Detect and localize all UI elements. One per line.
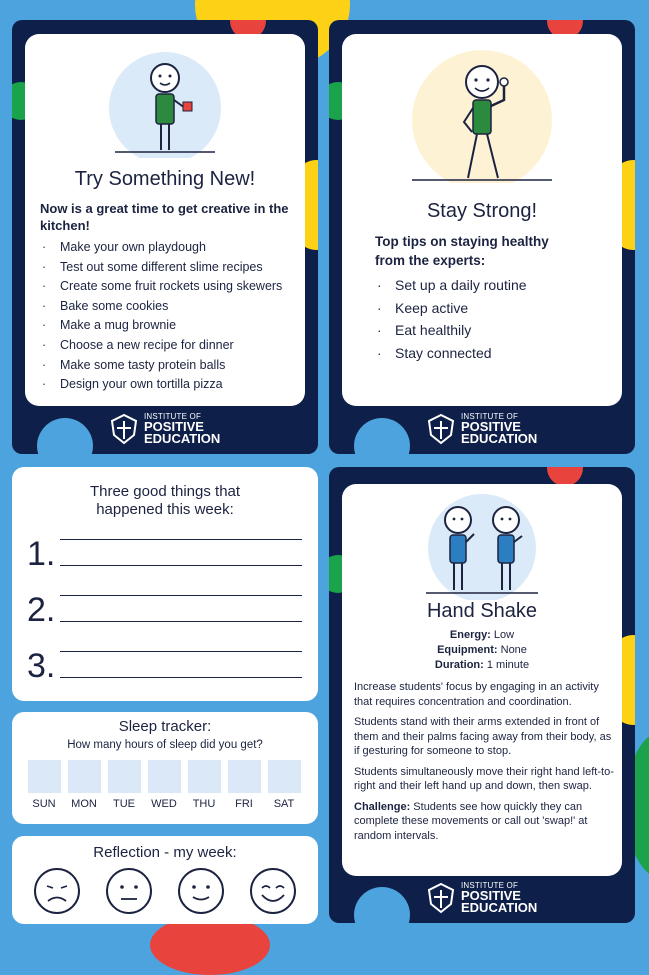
hand-shake-meta (342, 628, 622, 673)
content-face-icon[interactable] (177, 867, 225, 915)
card-new-panel (25, 34, 305, 406)
hand-shake-body (354, 680, 616, 843)
logo-line-3: EDUCATION (461, 900, 538, 915)
logo-line-3: EDUCATION (461, 431, 538, 446)
decor-blue-dot (354, 887, 410, 923)
neutral-face-icon[interactable] (105, 867, 153, 915)
list-item: · Make a mug brownie (40, 316, 302, 336)
sleep-box-tue[interactable] (108, 760, 141, 793)
paragraph: Students simultaneously move their right hand left-to-right and their left hand up and down, then swap. (354, 765, 614, 792)
three-good-things-card (12, 467, 318, 701)
decor-blue-dot (354, 418, 410, 454)
reflection-title: Reflection - my week: (93, 844, 237, 861)
write-line[interactable] (60, 651, 302, 652)
day-label: FRI (235, 798, 253, 810)
write-line[interactable] (60, 595, 302, 596)
card-strong-title: Stay Strong! (426, 200, 538, 222)
duration-label: Duration: (434, 659, 484, 671)
shield-icon (427, 882, 455, 914)
sleep-tracker-question: How many hours of sleep did you get? (67, 739, 263, 751)
write-line[interactable] (60, 621, 302, 622)
card-new-intro: Now is a great time to get creative in the kitchen! (40, 201, 289, 233)
number-3: 3. (27, 647, 56, 685)
day-label: MON (71, 798, 97, 810)
figure-with-mug-illustration (25, 38, 305, 158)
sleep-boxes (28, 760, 318, 793)
sleep-tracker-card (12, 712, 318, 824)
card-strong-list (375, 274, 605, 365)
sleep-box-thu[interactable] (188, 760, 221, 793)
list-item: · Keep active (375, 297, 605, 320)
ipe-logo (427, 881, 537, 914)
write-line[interactable] (60, 539, 302, 540)
challenge-text: Students see how quickly they can complete these movements or call out 'swap!' at random intervals. (354, 800, 588, 842)
energy-value: Low (493, 629, 515, 641)
sleep-box-sun[interactable] (28, 760, 61, 793)
list-item: · Make your own playdough (40, 238, 302, 258)
ipe-logo (427, 412, 537, 445)
logo-line-2: POSITIVE (461, 419, 521, 434)
card-hand-shake (329, 467, 635, 923)
card-hand-shake-panel (342, 484, 622, 876)
hand-shake-figures-illustration (342, 492, 622, 600)
three-good-things-title: Three good things that happened this week: (89, 483, 241, 518)
card-new-list (40, 238, 302, 395)
logo-line-1: INSTITUTE OF (461, 412, 519, 421)
duration-value: 1 minute (486, 659, 530, 671)
sleep-box-fri[interactable] (228, 760, 261, 793)
list-item: · Create some fruit rockets using skewers (40, 277, 302, 297)
list-item: · Design your own tortilla pizza (40, 375, 302, 395)
sad-face-icon[interactable] (33, 867, 81, 915)
write-line[interactable] (60, 565, 302, 566)
day-label: WED (151, 798, 177, 810)
paragraph: Students stand with their arms extended in front of them and their palms facing away from their body, as if gesturing for someone to stop. (354, 716, 612, 757)
paragraph: Increase students' focus by engaging in an activity that requires concentration and coordination. (354, 681, 599, 708)
list-item: · Bake some cookies (40, 297, 302, 317)
number-2: 2. (27, 591, 56, 629)
card-strong-panel (342, 34, 622, 406)
logo-line-3: EDUCATION (144, 431, 221, 446)
list-item: · Choose a new recipe for dinner (40, 336, 302, 356)
reflection-card (12, 836, 318, 924)
list-item: · Test out some different slime recipes (40, 258, 302, 278)
card-try-something-new (12, 20, 318, 454)
day-label: SUN (32, 798, 56, 810)
equipment-value: None (500, 644, 527, 656)
list-item: · Eat healthily (375, 319, 605, 342)
list-item: · Stay connected (375, 342, 605, 365)
shield-icon (110, 413, 138, 445)
card-strong-intro: Top tips on staying healthy from the experts: (375, 234, 549, 268)
sleep-tracker-title: Sleep tracker: (118, 718, 212, 735)
logo-line-2: POSITIVE (461, 888, 521, 903)
sleep-days (26, 798, 316, 810)
ipe-logo (110, 412, 220, 445)
challenge-paragraph (354, 800, 616, 844)
logo-line-1: INSTITUTE OF (461, 881, 519, 890)
strong-figure-illustration (342, 38, 622, 183)
sleep-box-wed[interactable] (148, 760, 181, 793)
sleep-box-mon[interactable] (68, 760, 101, 793)
happy-face-icon[interactable] (249, 867, 297, 915)
card-stay-strong (329, 20, 635, 454)
day-label: SAT (273, 798, 295, 810)
hand-shake-title: Hand Shake (426, 600, 538, 622)
equipment-label: Equipment: (437, 644, 498, 656)
day-label: THU (192, 798, 216, 810)
logo-line-2: POSITIVE (144, 419, 204, 434)
number-1: 1. (27, 535, 56, 573)
shield-icon (427, 413, 455, 445)
decor-red-bottom (150, 915, 270, 975)
write-line[interactable] (60, 677, 302, 678)
energy-label: Energy: (449, 629, 491, 641)
decor-blue-dot (37, 418, 93, 454)
challenge-label: Challenge: (354, 800, 411, 813)
list-item: · Make some tasty protein balls (40, 356, 302, 376)
card-new-title: Try Something New! (74, 168, 256, 190)
day-label: TUE (113, 798, 135, 810)
sleep-box-sat[interactable] (268, 760, 301, 793)
logo-line-1: INSTITUTE OF (144, 412, 202, 421)
list-item: · Set up a daily routine (375, 274, 605, 297)
